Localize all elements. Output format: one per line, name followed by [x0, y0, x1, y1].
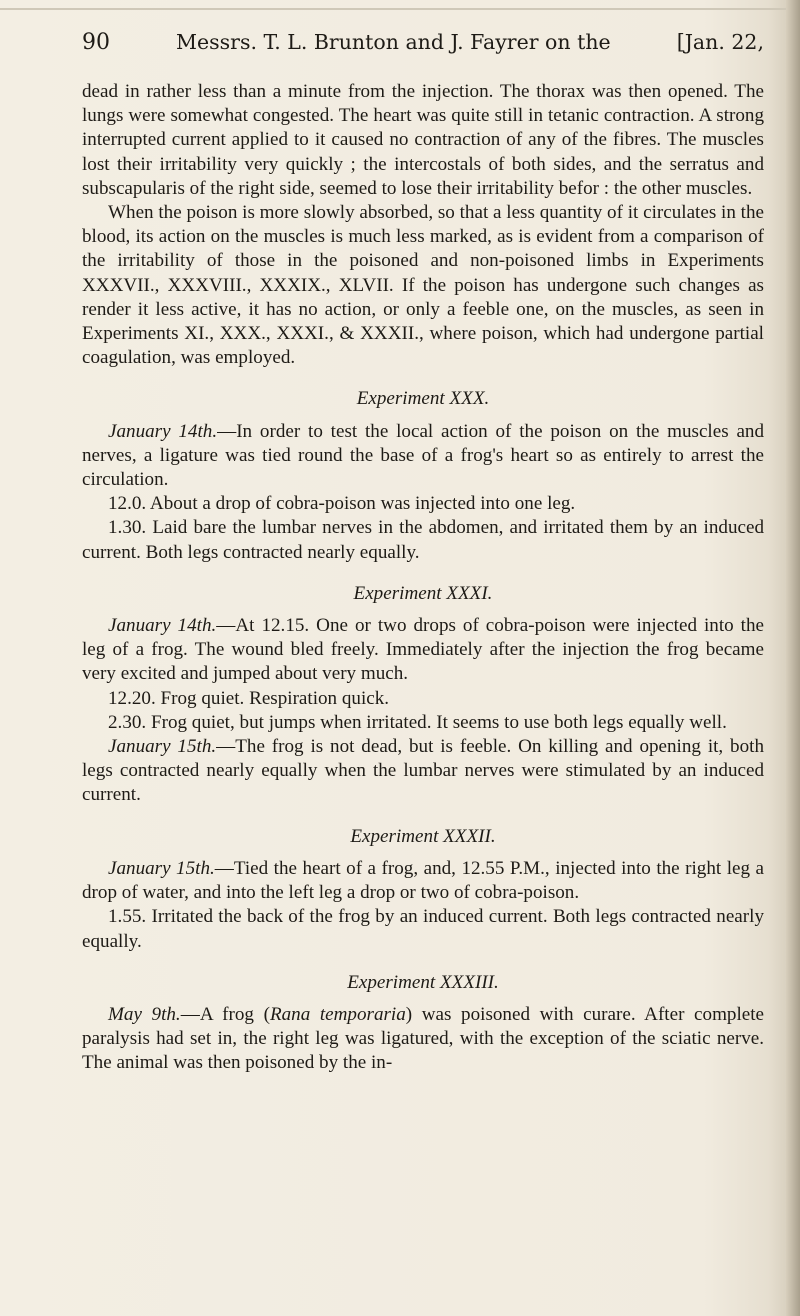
running-header [82, 30, 764, 66]
paragraph-experiment-xxx-intro: January 14th.—In order to test the local action of the poison on the muscles and nerves, a ligature was tied round the base of a frog's heart so as entirely to arrest the circulation. [82, 420, 765, 491]
heading-experiment-xxxiii: Experiment XXXIII. [347, 971, 499, 993]
paragraph-experiment-xxx-entry: 1.30. Laid bare the lumbar nerves in the abdomen, and irritated them by an induced current. Both legs contracted nearly equally. [82, 517, 764, 563]
paragraph-experiment-xxxi-intro: January 14th.—At 12.15. One or two drops of cobra-poison were injected into the leg of a frog. The wound bled freely. Immediately after the injection the frog became very excited and jumped about very much. [82, 615, 764, 685]
paragraph-continuation: dead in rather less than a minute from the injection. The thorax was then opened. The lungs were somewhat congested. The heart was quite still in tetanic contraction. A strong interrupted current applied to it caused no contraction of any of the fibres. The muscles lost their irritability very quickly ; the intercostals of both sides, and the serratus and subscapularis of the right side, seemed to lose their irritability befor : the other muscles. [82, 81, 764, 199]
entry-date: May 9th. [108, 1003, 181, 1025]
paragraph-experiment-xxxi-entry: 2.30. Frog quiet, but jumps when irritated. It seems to use both legs equally well. [108, 711, 727, 733]
entry-date: January 14th. [108, 420, 218, 442]
paragraph-experiment-xxxi-followup: January 15th.—The frog is not dead, but is feeble. On killing and opening it, both legs contracted nearly equally when the lumbar nerves were stimulated by an induced current. [82, 736, 765, 806]
species-name: Rana temporaria [269, 1003, 406, 1025]
heading-experiment-xxxi: Experiment XXXI. [353, 582, 493, 604]
paragraph-poison-absorption: When the poison is more slowly absorbed, so that a less quantity of it circulates in the blood, its action on the muscles is much less marked, as is evident from a comparison of the irritability of those in the poisoned and non-poisoned limbs in Experiments XXXVII., XXXVIII., XXXIX., XLVII. If the poison has undergone such changes as render it less active, it has no action, or only a feeble one, on the muscles, as seen in Experiments XI., XXX., XXXI., & XXXII., where poison, which had undergone partial coagulation, was employed. [82, 202, 764, 369]
heading-experiment-xxx: Experiment XXX. [356, 388, 490, 410]
heading-experiment-xxxii: Experiment XXXII. [350, 825, 496, 847]
paragraph-experiment-xxxii-entry: 1.55. Irritated the back of the frog by an induced current. Both legs contracted nearly equally. [82, 906, 764, 952]
entry-date: January 15th. [108, 736, 217, 758]
entry-date: January 14th. [108, 615, 217, 637]
paragraph-experiment-xxxiii-intro: May 9th.—A frog (Rana temporaria) was poisoned with curare. After complete paralysis had set in, the right leg was ligatured, with the exception of the sciatic nerve. The animal was then poisoned by the in- [82, 1003, 765, 1074]
paragraph-experiment-xxx-entry: 12.0. About a drop of cobra-poison was injected into one leg. [108, 493, 576, 515]
running-title: Messrs. T. L. Brunton and J. Fayrer on the [176, 30, 611, 54]
header-date: [Jan. 22, [676, 30, 764, 54]
page-number: 90 [82, 30, 110, 55]
paragraph-experiment-xxxi-entry: 12.20. Frog quiet. Respiration quick. [108, 687, 390, 709]
page-edge-shadow [786, 0, 800, 1316]
entry-date: January 15th. [108, 857, 215, 879]
paragraph-experiment-xxxii-intro: January 15th.—Tied the heart of a frog, and, 12.55 P.M., injected into the right leg a drop of water, and into the left leg a drop or two of cobra-poison. [82, 857, 764, 904]
body-text [82, 80, 764, 1076]
page-top-rule [0, 8, 800, 10]
